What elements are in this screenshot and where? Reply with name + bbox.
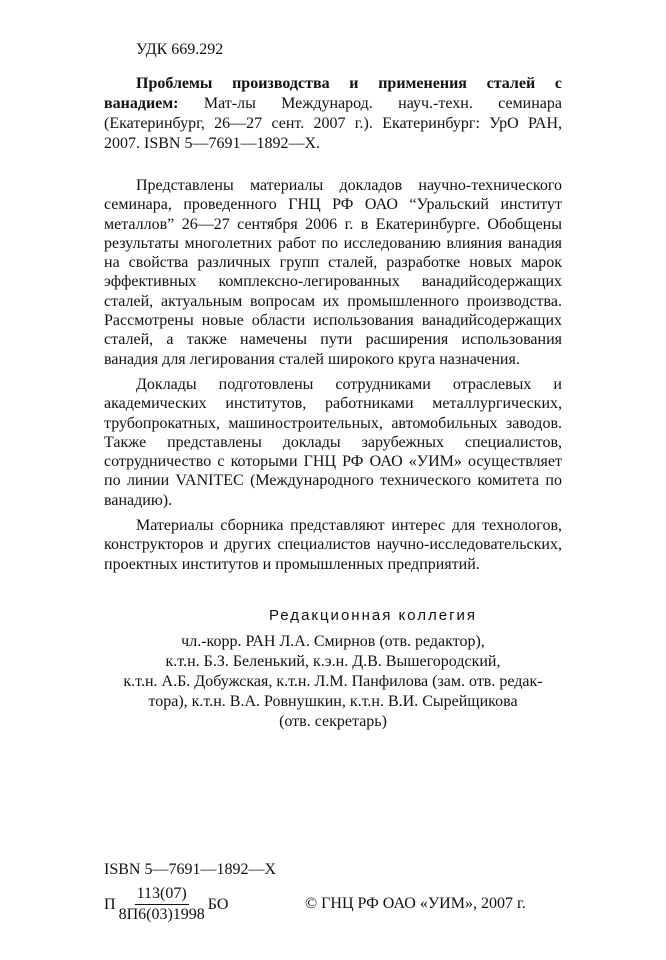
editorial-board-line: (отв. секретарь): [279, 712, 387, 730]
book-title: Проблемы производства и применения сталей с ванадием:: [104, 75, 562, 112]
book-details: Мат-лы Международ. науч.-техн. семинара (Екатеринбург, 26—27 сент. 2007 г.). Екатеринбург: УрО РАН, 2007. ISBN 5—7691—1892—X.: [104, 95, 562, 152]
abstract-paragraph-1: Представлены материалы докладов научно-технического семинара, проведенного ГНЦ РФ ОАО “Уральский институт металлов” 26—27 сентября 2006 г. в Екатеринбурге. Обобщены результаты многолетних работ по исследованию влияния ванадия на свойства различных групп сталей, разработке новых марок эффективных комплексно-легированных ванадийсодержащих сталей, актуальным вопросам их промышленного производства. Рассмотрены новые области использования ванадийсодержащих сталей, а также намечены пути расширения использования ванадия для легирования сталей широкого круга назначения.: [104, 177, 562, 368]
editorial-board-line: чл.-корр. РАН Л.А. Смирнов (отв. редактор),: [181, 632, 485, 650]
code-prefix: П: [104, 895, 116, 913]
bibliographic-record: [104, 74, 562, 154]
udk-code: УДК 669.292: [136, 41, 224, 58]
code-suffix: БО: [207, 895, 229, 913]
abstract-paragraph-2: Доклады подготовлены сотрудниками отраслевых и академических институтов, работниками металлургических, трубопрокатных, машиностроительных, автомобильных заводов. Также представлены доклады зарубежных специалистов, сотрудничество с которыми ГНЦ РФ ОАО «УИМ» осуществляет по линии VANITEC (Международного технического комитета по ванадию).: [104, 375, 562, 509]
editorial-board-line: к.т.н. Б.З. Беленький, к.э.н. Д.В. Вышегородский,: [165, 652, 501, 670]
code-fraction: [117, 884, 207, 925]
editorial-board-title: Редакционная коллегия: [268, 606, 478, 624]
editorial-board-list: [104, 632, 562, 732]
editorial-board-line: тора), к.т.н. В.А. Ровнушкин, к.т.н. В.И. Сырейщикова: [148, 692, 518, 710]
code-numerator: 113(07): [135, 884, 189, 905]
classification-code: [104, 884, 228, 925]
editorial-board-line: к.т.н. А.Б. Добужская, к.т.н. Л.М. Панфилова (зам. отв. редак-: [123, 672, 543, 690]
isbn: ISBN 5—7691—1892—X: [104, 861, 277, 878]
code-denominator: 8П6(03)1998: [118, 906, 205, 923]
abstract-paragraph-3: Материалы сборника представляют интерес для технологов, конструкторов и других специалистов научно-исследовательских, проектных институтов и промышленных предприятий.: [104, 517, 562, 573]
page-content: [104, 40, 562, 732]
copyright-notice: © ГНЦ РФ ОАО «УИМ», 2007 г.: [305, 895, 526, 912]
